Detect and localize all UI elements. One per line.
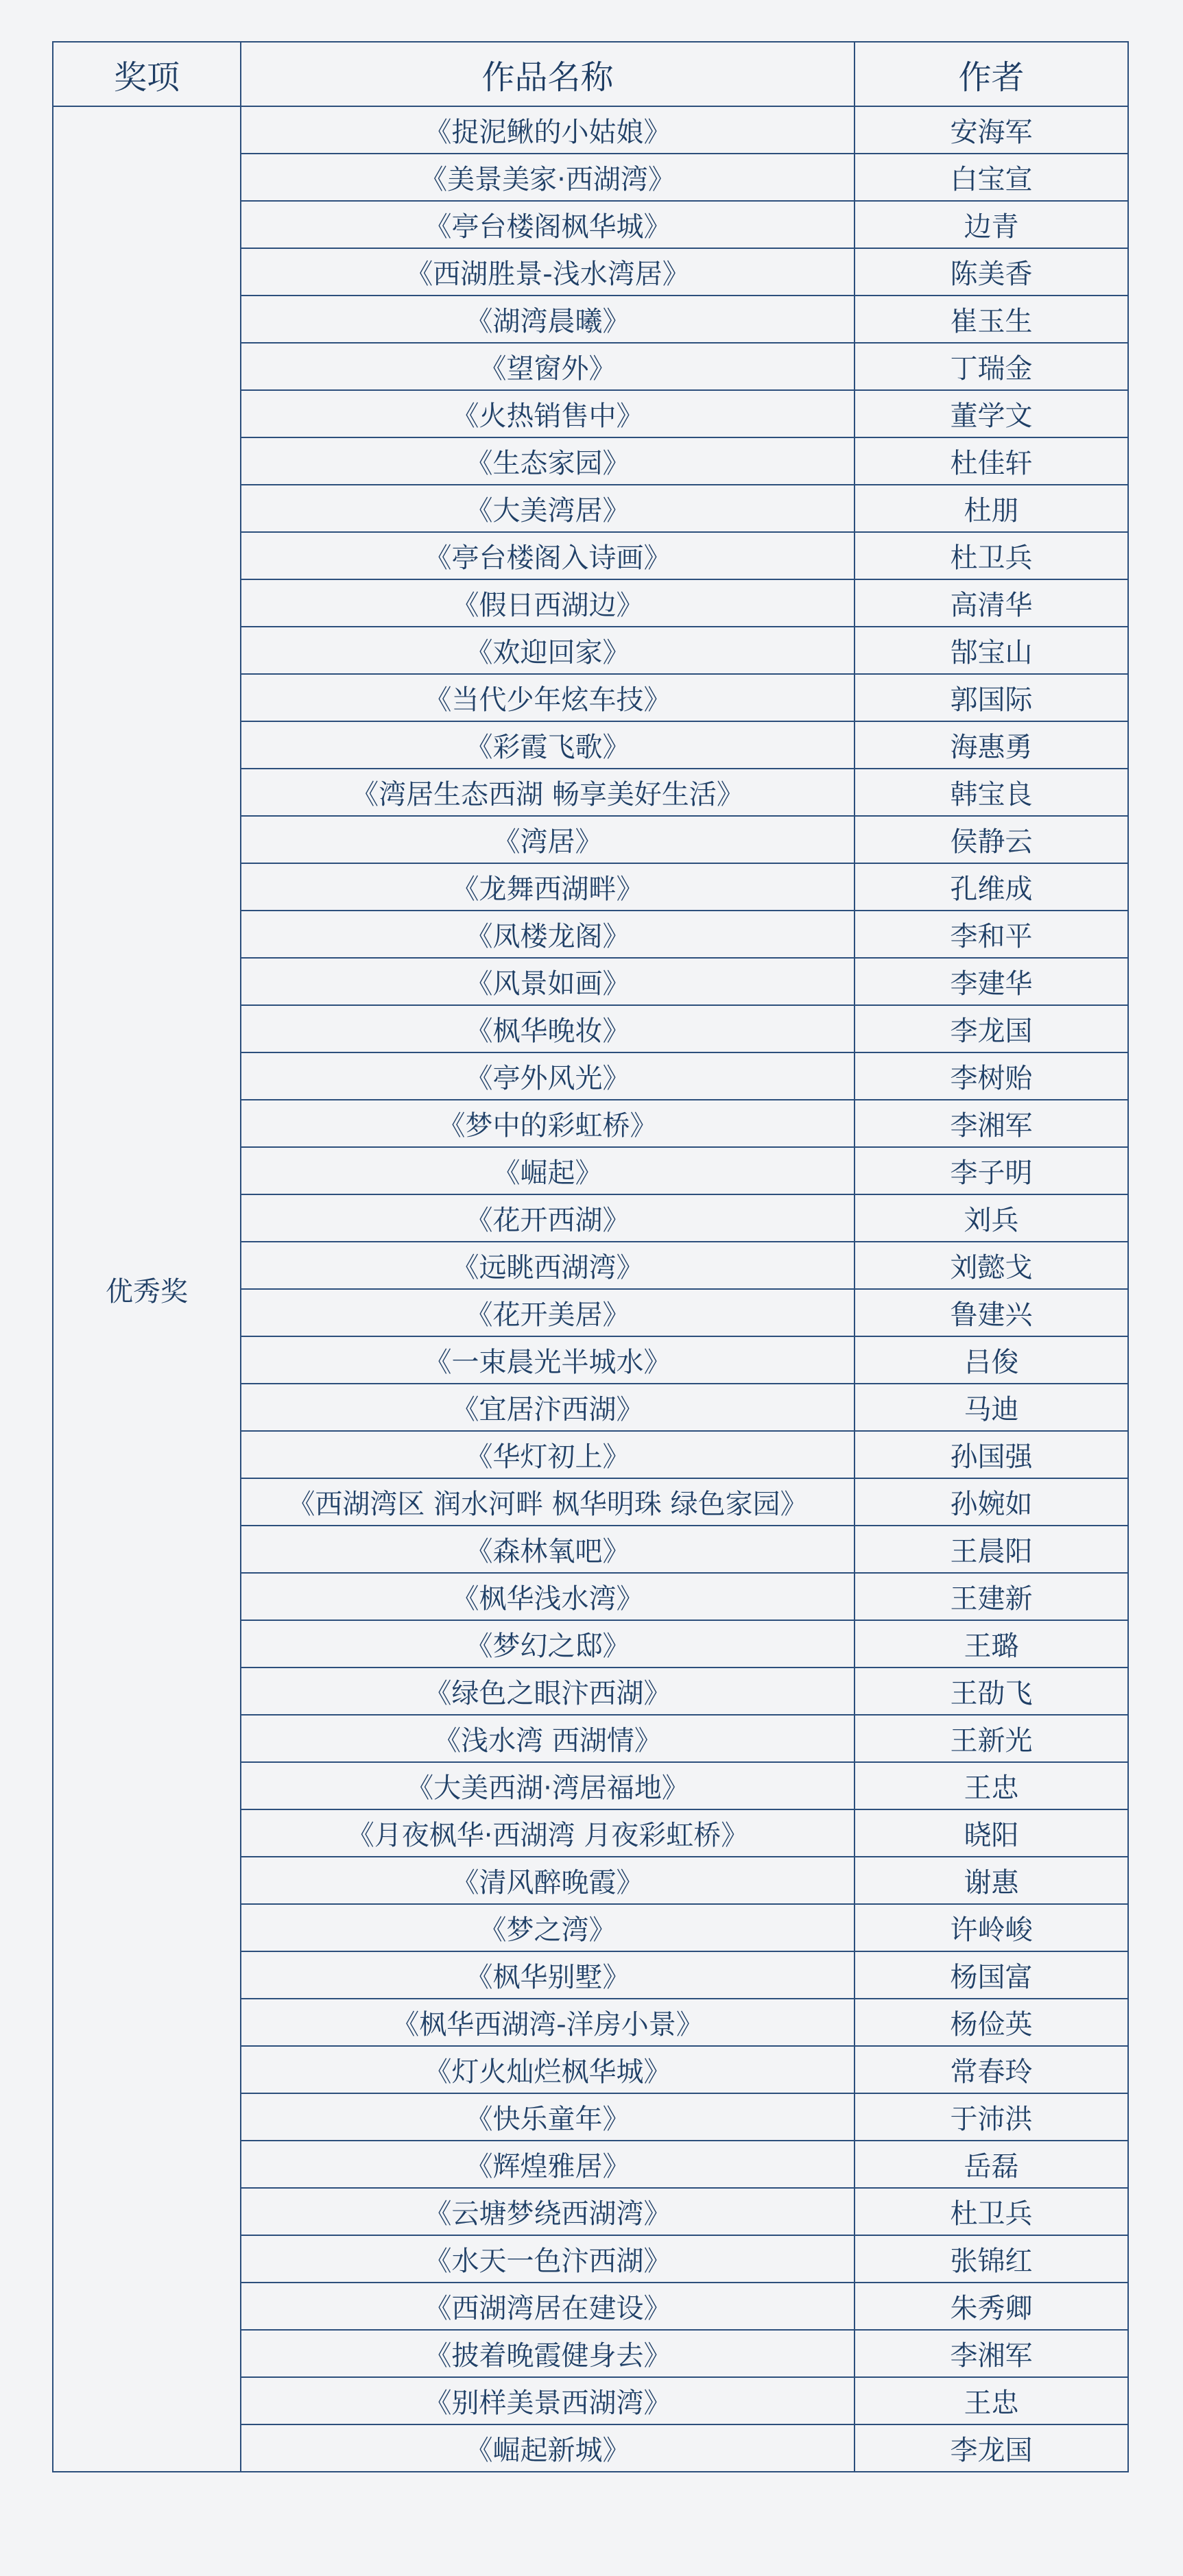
work-title-cell: 《亭台楼阁入诗画》	[241, 532, 855, 579]
author-cell: 朱秀卿	[855, 2283, 1128, 2330]
work-title-cell: 《火热销售中》	[241, 390, 855, 437]
work-title-cell: 《湾居生态西湖 畅享美好生活》	[241, 769, 855, 816]
author-cell: 白宝宣	[855, 154, 1128, 201]
author-cell: 安海军	[855, 106, 1128, 154]
work-title-cell: 《辉煌雅居》	[241, 2141, 855, 2188]
author-cell: 侯静云	[855, 816, 1128, 863]
work-title-cell: 《枫华别墅》	[241, 1951, 855, 1999]
work-title-cell: 《披着晚霞健身去》	[241, 2330, 855, 2377]
work-title-cell: 《生态家园》	[241, 437, 855, 485]
author-cell: 杨俭英	[855, 1999, 1128, 2046]
work-title-cell: 《枫华西湖湾-洋房小景》	[241, 1999, 855, 2046]
work-title-cell: 《西湖湾区 润水河畔 枫华明珠 绿色家园》	[241, 1478, 855, 1526]
author-cell: 孔维成	[855, 863, 1128, 911]
author-cell: 陈美香	[855, 248, 1128, 296]
work-title-cell: 《欢迎回家》	[241, 627, 855, 674]
author-cell: 海惠勇	[855, 721, 1128, 769]
work-title-cell: 《当代少年炫车技》	[241, 674, 855, 721]
work-title-cell: 《崛起新城》	[241, 2424, 855, 2472]
author-cell: 王劭飞	[855, 1668, 1128, 1715]
author-cell: 李和平	[855, 911, 1128, 958]
author-cell: 晓阳	[855, 1809, 1128, 1857]
author-cell: 王晨阳	[855, 1526, 1128, 1573]
award-table	[52, 41, 1129, 2472]
work-title-cell: 《清风醉晚霞》	[241, 1857, 855, 1904]
author-cell: 丁瑞金	[855, 343, 1128, 390]
work-title-cell: 《龙舞西湖畔》	[241, 863, 855, 911]
work-title-cell: 《湾居》	[241, 816, 855, 863]
author-cell: 崔玉生	[855, 296, 1128, 343]
work-title-cell: 《绿色之眼汴西湖》	[241, 1668, 855, 1715]
work-title-cell: 《湖湾晨曦》	[241, 296, 855, 343]
author-cell: 鲁建兴	[855, 1289, 1128, 1336]
award-category-cell: 优秀奖	[53, 106, 241, 2472]
work-title-cell: 《云塘梦绕西湖湾》	[241, 2188, 855, 2235]
work-title-cell: 《崛起》	[241, 1147, 855, 1194]
table-header	[53, 42, 1128, 106]
work-title-cell: 《水天一色汴西湖》	[241, 2235, 855, 2283]
work-title-cell: 《月夜枫华·西湖湾 月夜彩虹桥》	[241, 1809, 855, 1857]
author-cell: 刘兵	[855, 1194, 1128, 1242]
author-cell: 孙国强	[855, 1431, 1128, 1478]
work-title-cell: 《西湖胜景-浅水湾居》	[241, 248, 855, 296]
work-title-cell: 《花开西湖》	[241, 1194, 855, 1242]
author-cell: 许岭峻	[855, 1904, 1128, 1951]
author-cell: 杜卫兵	[855, 2188, 1128, 2235]
author-cell: 李龙国	[855, 2424, 1128, 2472]
author-cell: 李龙国	[855, 1005, 1128, 1052]
work-title-cell: 《捉泥鳅的小姑娘》	[241, 106, 855, 154]
author-cell: 张锦红	[855, 2235, 1128, 2283]
work-title-cell: 《梦中的彩虹桥》	[241, 1100, 855, 1147]
author-cell: 王建新	[855, 1573, 1128, 1620]
work-title-cell: 《大美湾居》	[241, 485, 855, 532]
author-cell: 王忠	[855, 2377, 1128, 2424]
work-title-cell: 《西湖湾居在建设》	[241, 2283, 855, 2330]
author-cell: 于沛洪	[855, 2093, 1128, 2141]
work-title-cell: 《快乐童年》	[241, 2093, 855, 2141]
author-cell: 王璐	[855, 1620, 1128, 1668]
author-cell: 李子明	[855, 1147, 1128, 1194]
author-cell: 常春玲	[855, 2046, 1128, 2093]
work-title-cell: 《望窗外》	[241, 343, 855, 390]
author-cell: 王忠	[855, 1762, 1128, 1809]
work-title-cell: 《大美西湖·湾居福地》	[241, 1762, 855, 1809]
work-title-cell: 《亭外风光》	[241, 1052, 855, 1100]
author-cell: 孙婉如	[855, 1478, 1128, 1526]
author-cell: 杜卫兵	[855, 532, 1128, 579]
author-cell: 李湘军	[855, 2330, 1128, 2377]
author-cell: 谢惠	[855, 1857, 1128, 1904]
work-title-cell: 《美景美家·西湖湾》	[241, 154, 855, 201]
work-title-cell: 《凤楼龙阁》	[241, 911, 855, 958]
header-row	[53, 42, 1128, 106]
author-cell: 韩宝良	[855, 769, 1128, 816]
work-title-cell: 《宜居汴西湖》	[241, 1384, 855, 1431]
work-title-cell: 《枫华浅水湾》	[241, 1573, 855, 1620]
work-title-cell: 《梦幻之邸》	[241, 1620, 855, 1668]
header-award: 奖项	[53, 42, 241, 106]
table-body	[53, 106, 1128, 2472]
work-title-cell: 《灯火灿烂枫华城》	[241, 2046, 855, 2093]
work-title-cell: 《假日西湖边》	[241, 579, 855, 627]
author-cell: 李树贻	[855, 1052, 1128, 1100]
author-cell: 李湘军	[855, 1100, 1128, 1147]
work-title-cell: 《华灯初上》	[241, 1431, 855, 1478]
author-cell: 高清华	[855, 579, 1128, 627]
work-title-cell: 《枫华晚妆》	[241, 1005, 855, 1052]
author-cell: 杜佳轩	[855, 437, 1128, 485]
work-title-cell: 《一束晨光半城水》	[241, 1336, 855, 1384]
author-cell: 杜朋	[855, 485, 1128, 532]
work-title-cell: 《森林氧吧》	[241, 1526, 855, 1573]
work-title-cell: 《彩霞飞歌》	[241, 721, 855, 769]
work-title-cell: 《远眺西湖湾》	[241, 1242, 855, 1289]
header-work-title: 作品名称	[241, 42, 855, 106]
author-cell: 岳磊	[855, 2141, 1128, 2188]
author-cell: 王新光	[855, 1715, 1128, 1762]
author-cell: 郜宝山	[855, 627, 1128, 674]
author-cell: 郭国际	[855, 674, 1128, 721]
work-title-cell: 《别样美景西湖湾》	[241, 2377, 855, 2424]
table-row	[53, 106, 1128, 154]
author-cell: 杨国富	[855, 1951, 1128, 1999]
author-cell: 李建华	[855, 958, 1128, 1005]
author-cell: 吕俊	[855, 1336, 1128, 1384]
author-cell: 马迪	[855, 1384, 1128, 1431]
work-title-cell: 《花开美居》	[241, 1289, 855, 1336]
work-title-cell: 《亭台楼阁枫华城》	[241, 201, 855, 248]
header-author: 作者	[855, 42, 1128, 106]
work-title-cell: 《梦之湾》	[241, 1904, 855, 1951]
author-cell: 董学文	[855, 390, 1128, 437]
work-title-cell: 《风景如画》	[241, 958, 855, 1005]
author-cell: 刘懿戈	[855, 1242, 1128, 1289]
work-title-cell: 《浅水湾 西湖情》	[241, 1715, 855, 1762]
author-cell: 边青	[855, 201, 1128, 248]
